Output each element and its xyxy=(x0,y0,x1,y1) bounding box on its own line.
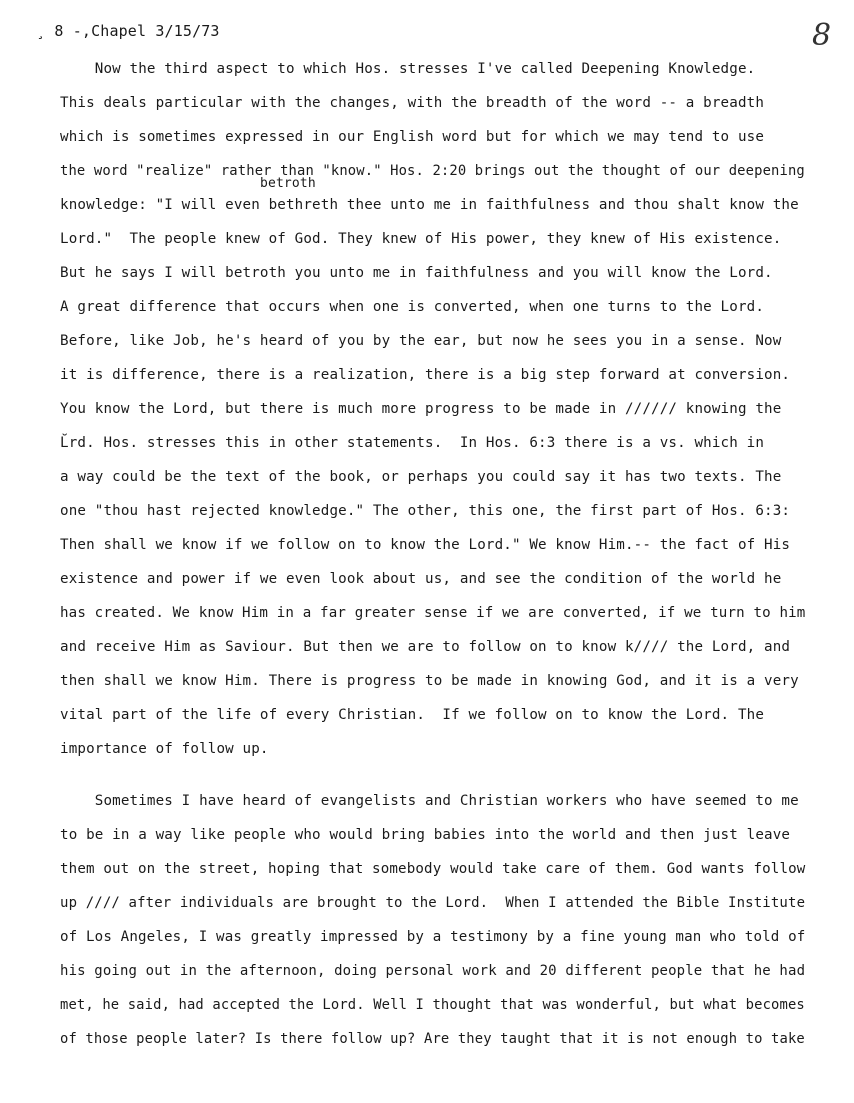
text-line: of those people later? Is there follow up? Are they taught that it is not enough to take xyxy=(60,1031,805,1047)
text-line: Lord." The people knew of God. They knew of His power, they knew of His existence. xyxy=(60,231,782,247)
text-line: his going out in the afternoon, doing personal work and 20 different people that he had xyxy=(60,963,806,979)
text-line: L̆rd. Hos. stresses this in other statements. In Hos. 6:3 there is a vs. which in xyxy=(60,435,765,451)
text-line: the word "realize" rather than "know." Hos. 2:20 brings out the thought of our deepening xyxy=(60,163,805,179)
text-line: vital part of the life of every Christian. If we follow on to know the Lord. The xyxy=(60,707,765,723)
text-line: importance of follow up. xyxy=(60,741,269,757)
text-line: knowledge: "I will even bethreth thee unto me in faithfulness and thou shalt know the xyxy=(60,197,799,213)
text-line: Sometimes I have heard of evangelists and Christian workers who have seemed to me xyxy=(60,793,799,809)
text-line: You know the Lord, but there is much more progress to be made in ////// knowing the xyxy=(60,401,782,417)
text-line: A great difference that occurs when one is converted, when one turns to the Lord. xyxy=(60,299,765,315)
text-line: Before, like Job, he's heard of you by the ear, but now he sees you in a sense. Now xyxy=(60,333,782,349)
text-line: existence and power if we even look about us, and see the condition of the world he xyxy=(60,571,782,587)
text-line: and receive Him as Saviour. But then we are to follow on to know k//// the Lord, and xyxy=(60,639,791,655)
text-line: a way could be the text of the book, or perhaps you could say it has two texts. The xyxy=(60,469,782,485)
text-line: which is sometimes expressed in our English word but for which we may tend to use xyxy=(60,129,765,145)
text-line: to be in a way like people who would bring babies into the world and then just leave xyxy=(60,827,791,843)
handwritten-page-number: 8 xyxy=(812,18,832,53)
text-line: Then shall we know if we follow on to know the Lord." We know Him.-- the fact of His xyxy=(60,537,791,553)
text-line: met, he said, had accepted the Lord. Well I thought that was wonderful, but what becomes xyxy=(60,997,805,1013)
text-line: But he says I will betroth you unto me in faithfulness and you will know the Lord. xyxy=(60,265,773,281)
text-line: one "thou hast rejected knowledge." The other, this one, the first part of Hos. 6:3: xyxy=(60,503,791,519)
text-line: This deals particular with the changes, with the breadth of the word -- a breadth xyxy=(60,95,765,111)
text-line: it is difference, there is a realization, there is a big step forward at conversion. xyxy=(60,367,791,383)
interlinear-correction: betroth xyxy=(260,176,316,191)
text-line: has created. We know Him in a far greater sense if we are converted, if we turn to him xyxy=(60,605,806,621)
text-line: of Los Angeles, I was greatly impressed by a testimony by a fine young man who told of xyxy=(60,929,806,945)
text-line: them out on the street, hoping that somebody would take care of them. God wants follow xyxy=(60,861,806,877)
text-line: then shall we know Him. There is progress to be made in knowing God, and it is a very xyxy=(60,673,799,689)
text-line: up //// after individuals are brought to the Lord. When I attended the Bible Institute xyxy=(60,895,806,911)
text-line: Now the third aspect to which Hos. stresses I've called Deepening Knowledge. xyxy=(60,61,756,77)
page-header: ¸ 8 -,Chapel 3/15/73 xyxy=(36,22,220,40)
